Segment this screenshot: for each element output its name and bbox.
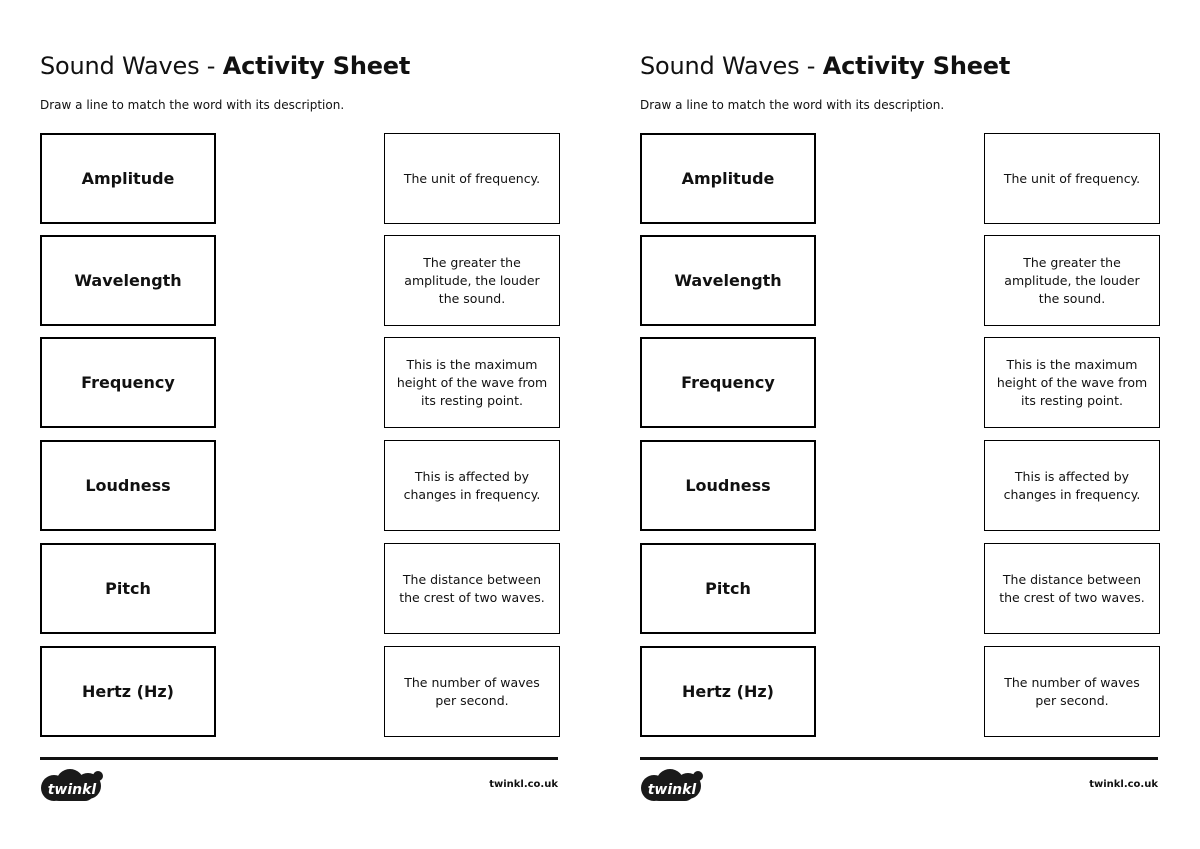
description-card: The distance between the crest of two waves. [384,543,560,634]
word-card: Pitch [640,543,816,634]
word-card: Hertz (Hz) [40,646,216,737]
word-card: Wavelength [40,235,216,326]
word-card: Wavelength [640,235,816,326]
word-card: Hertz (Hz) [640,646,816,737]
description-card: The greater the amplitude, the louder the sound. [984,235,1160,326]
description-card: The distance between the crest of two waves. [984,543,1160,634]
title-bold: Activity Sheet [222,52,411,80]
title-main: Sound Waves - [40,52,223,80]
twinkl-logo [640,768,706,804]
word-card: Frequency [40,337,216,428]
footer-divider [640,757,1158,760]
site-url: twinkl.co.uk [1089,779,1158,790]
word-card: Pitch [40,543,216,634]
description-card: The number of waves per second. [384,646,560,737]
word-card: Amplitude [40,133,216,224]
title-bold: Activity Sheet [822,52,1011,80]
page-title [640,52,1010,80]
description-card: The number of waves per second. [984,646,1160,737]
site-url: twinkl.co.uk [489,779,558,790]
description-card: The greater the amplitude, the louder the sound. [384,235,560,326]
word-card: Loudness [40,440,216,531]
description-card: The unit of frequency. [384,133,560,224]
logo-text: twinkl [47,782,97,798]
page-title [40,52,410,80]
activity-sheet-right [640,0,1160,849]
activity-sheet-left [40,0,560,849]
description-card: This is the maximum height of the wave from its resting point. [984,337,1160,428]
logo-text: twinkl [647,782,697,798]
description-card: This is the maximum height of the wave from its resting point. [384,337,560,428]
instruction-text: Draw a line to match the word with its description. [40,98,345,112]
word-card: Frequency [640,337,816,428]
word-card: Amplitude [640,133,816,224]
twinkl-logo [40,768,106,804]
description-card: The unit of frequency. [984,133,1160,224]
word-card: Loudness [640,440,816,531]
description-card: This is affected by changes in frequency. [384,440,560,531]
description-card: This is affected by changes in frequency. [984,440,1160,531]
title-main: Sound Waves - [640,52,823,80]
instruction-text: Draw a line to match the word with its description. [640,98,945,112]
footer-divider [40,757,558,760]
